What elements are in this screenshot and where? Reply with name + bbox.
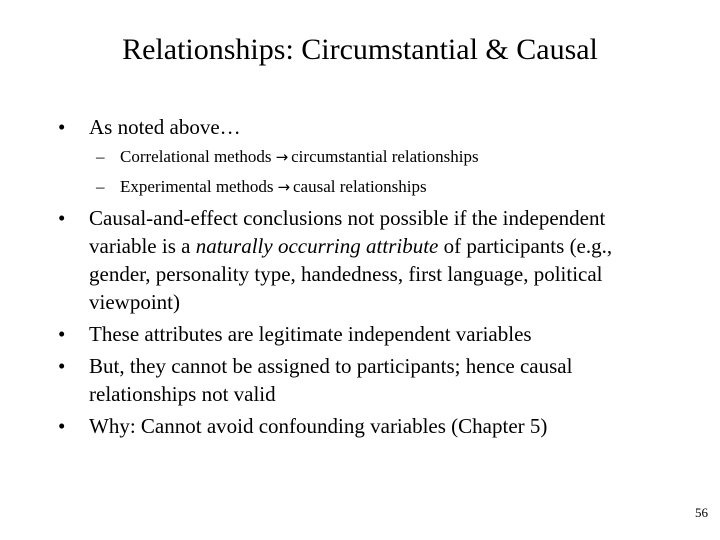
sub-bullet-item: [58, 142, 678, 172]
sub-bullet-left: Correlational methods: [120, 147, 272, 166]
bullet-list-top: [58, 113, 658, 141]
bullet-item: [58, 412, 658, 440]
bullet-marker: •: [58, 115, 66, 139]
bullet-item: [58, 204, 658, 316]
right-arrow-icon: →: [277, 178, 291, 196]
page-number: 56: [695, 505, 708, 520]
bullet-text: As noted above…: [89, 115, 241, 139]
bullet-marker: •: [58, 354, 66, 378]
bullet-item: [58, 320, 658, 348]
sub-bullet-right: circumstantial relationships: [291, 147, 479, 166]
bullet-text: Why: Cannot avoid confounding variables (Chapter 5): [89, 414, 548, 438]
bullet-text-emphasis: naturally occurring attribute: [195, 234, 439, 258]
bullet-list-main: [58, 204, 658, 440]
right-arrow-icon: →: [275, 148, 289, 166]
slide-title: Relationships: Circumstantial & Causal: [122, 33, 598, 66]
sub-bullet-left: Experimental methods: [120, 177, 274, 196]
bullet-item: [58, 113, 658, 141]
sub-bullet-item: [58, 172, 678, 202]
sub-bullet-right: causal relationships: [293, 177, 427, 196]
dash-marker: –: [96, 177, 105, 196]
sub-bullet-list: [58, 142, 678, 202]
bullet-text-pre: Causal-and-effect conclusions not possible if the independent variable is a: [89, 206, 606, 258]
bullet-marker: •: [58, 414, 66, 438]
dash-marker: –: [96, 147, 105, 166]
bullet-text: These attributes are legitimate independent variables: [89, 322, 532, 346]
bullet-marker: •: [58, 322, 66, 346]
bullet-text-post: of participants (e.g., gender, personality type, handedness, first language, political viewpoint): [89, 234, 613, 314]
bullet-item: [58, 352, 658, 408]
bullet-marker: •: [58, 206, 66, 230]
bullet-text: But, they cannot be assigned to participants; hence causal relationships not valid: [89, 354, 573, 406]
